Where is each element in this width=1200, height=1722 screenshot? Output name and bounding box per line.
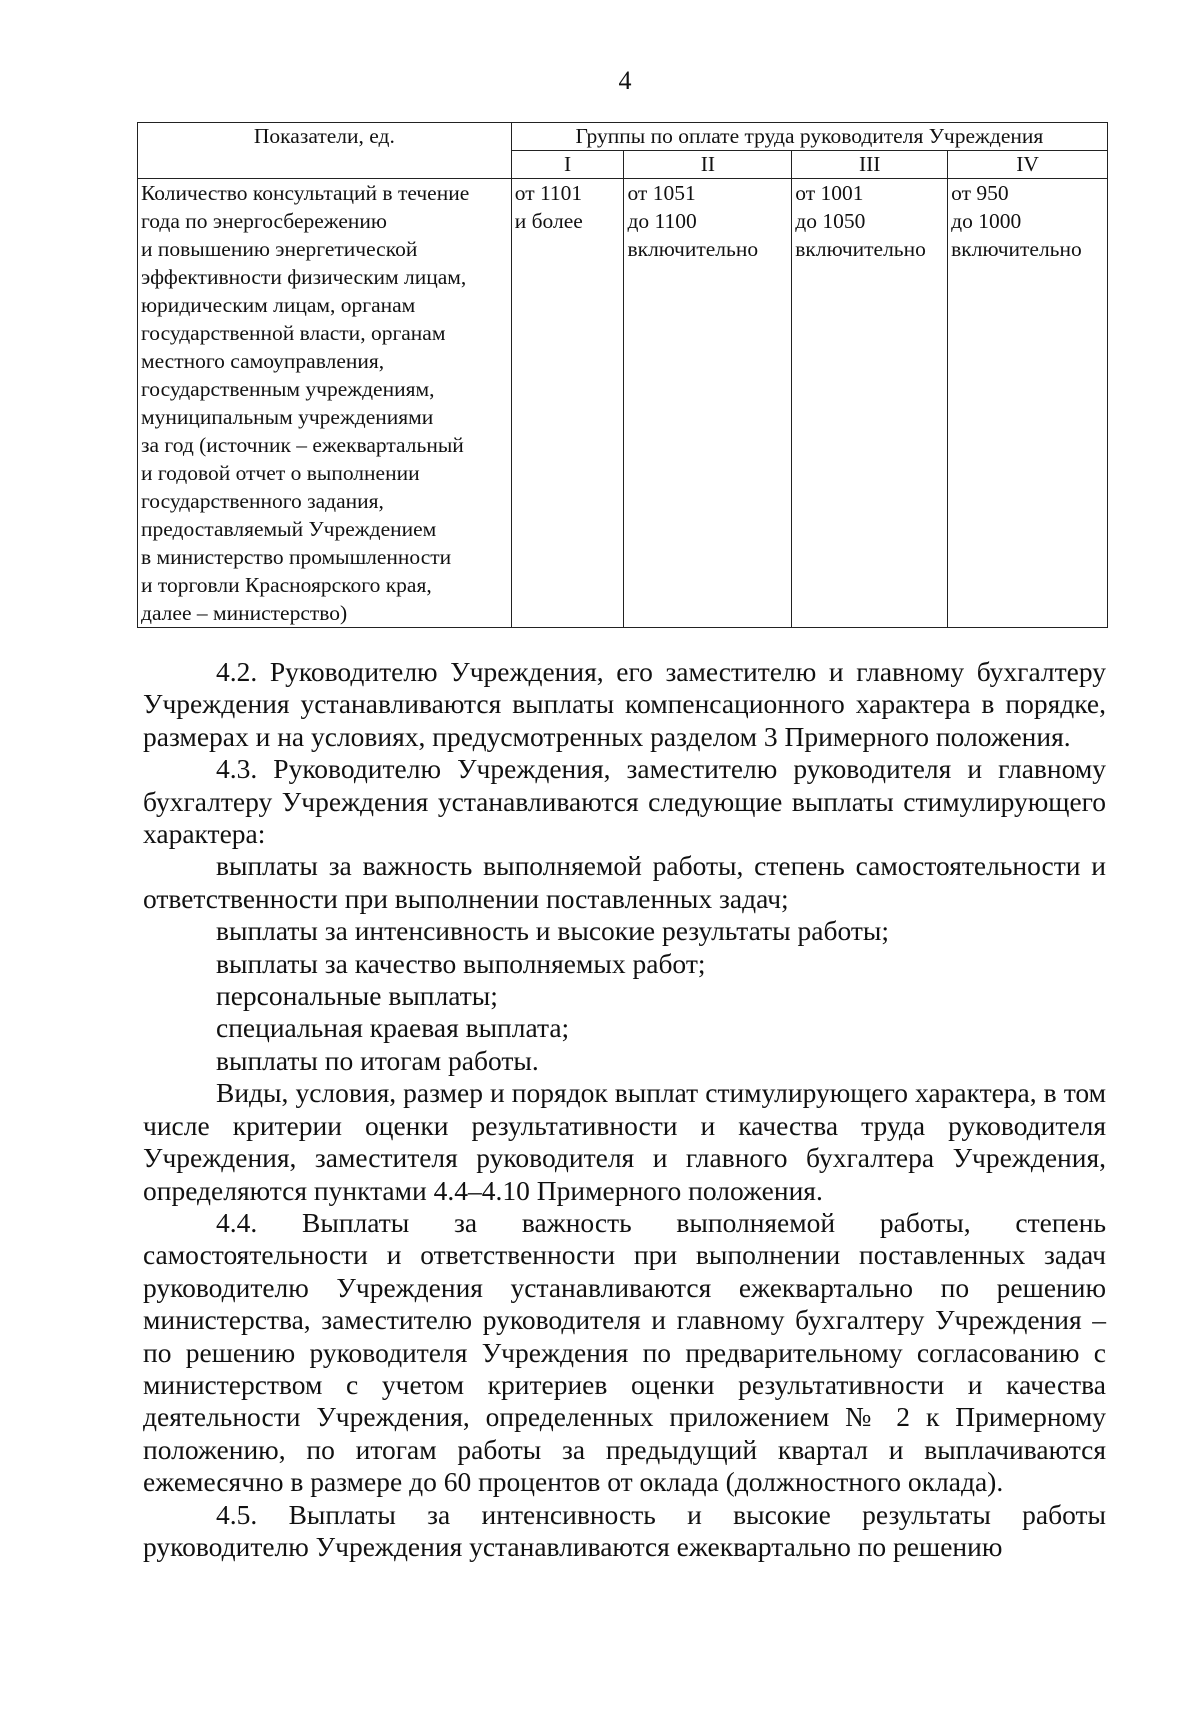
list-item: выплаты по итогам работы.: [216, 1044, 539, 1076]
group-4-value: [948, 179, 1108, 628]
indicator-cell: [138, 179, 512, 628]
group-numeral: III: [792, 151, 948, 179]
document-body: [143, 656, 1106, 1563]
indicator-line: и годовой отчет о выполнении: [141, 461, 420, 485]
value-line: до 1100: [627, 209, 697, 233]
paragraph-4-4: 4.4. Выплаты за важность выполняемой работы, степень самостоятельности и ответственности при выполнении поставленных задач руководителю Учреждения устанавливаются ежеквартально по решению министерства, заместителю руководителя и главному бухгалтеру Учреждения – по решению руководителя Учреждения по предварительному согласованию с министерством с учетом критериев оценки результативности и качества деятельности Учреждения, определенных приложением № 2 к Примерному положению, по итогам работы за предыдущий квартал и выплачиваются ежемесячно в размере до 60 процентов от оклада (должностного оклада).: [143, 1206, 1106, 1498]
indicator-line: и торговли Красноярского края,: [141, 573, 432, 597]
group-numeral: II: [624, 151, 792, 179]
paragraph-4-2: 4.2. Руководителю Учреждения, его заместителю и главному бухгалтеру Учреждения устанавливаются выплаты компенсационного характера в порядке, размерах и на условиях, предусмотренных разделом 3 Примерного положения.: [143, 656, 1106, 752]
indicator-line: юридическим лицам, органам: [141, 293, 416, 317]
indicator-line: и повышению энергетической: [141, 237, 418, 261]
indicator-line: государственным учреждениям,: [141, 377, 435, 401]
indicator-line: муниципальным учреждениями: [141, 405, 434, 429]
value-line: включительно: [951, 237, 1082, 261]
indicator-line: местного самоуправления,: [141, 349, 385, 373]
indicator-line: в министерство промышленности: [141, 545, 452, 569]
value-line: и более: [514, 209, 583, 233]
indicator-line: года по энергосбережению: [141, 209, 387, 233]
table-header-row: [138, 123, 1108, 151]
group-3-value: [792, 179, 948, 628]
group-numeral: I: [511, 151, 624, 179]
paragraph-4-5: 4.5. Выплаты за интенсивность и высокие результаты работы руководителю Учреждения устанавливаются ежеквартально по решению: [143, 1498, 1106, 1562]
value-line: от 950: [951, 181, 1009, 205]
group-numeral: IV: [948, 151, 1108, 179]
header-indicator: Показатели, ед.: [138, 123, 512, 179]
header-groups: Группы по оплате труда руководителя Учреждения: [511, 123, 1107, 151]
list-item: специальная краевая выплата;: [216, 1012, 570, 1044]
paragraph-kinds: Виды, условия, размер и порядок выплат стимулирующего характера, в том числе критерии оценки результативности и качества труда руководителя Учреждения, заместителя руководителя и главного бухгалтера Учреждения, определяются пунктами 4.4–4.10 Примерного положения.: [143, 1077, 1106, 1206]
value-line: включительно: [795, 237, 926, 261]
list-item: персональные выплаты;: [216, 980, 498, 1012]
list-item: выплаты за важность выполняемой работы, степень самостоятельности и ответственности при выполнении поставленных задач;: [143, 850, 1106, 914]
indicator-line: государственного задания,: [141, 489, 384, 513]
indicator-line: далее – министерство): [141, 601, 348, 625]
group-1-value: [511, 179, 624, 628]
pay-groups-table: [137, 122, 1108, 628]
indicator-line: эффективности физическим лицам,: [141, 265, 467, 289]
value-line: от 1001: [795, 181, 864, 205]
value-line: до 1000: [951, 209, 1022, 233]
group-2-value: [624, 179, 792, 628]
indicator-line: государственной власти, органам: [141, 321, 446, 345]
indicator-line: за год (источник – ежеквартальный: [141, 433, 464, 457]
list-item: выплаты за качество выполняемых работ;: [216, 947, 706, 979]
value-line: от 1101: [514, 181, 583, 205]
value-line: включительно: [627, 237, 759, 261]
paragraph-4-3: 4.3. Руководителю Учреждения, заместителю руководителя и главному бухгалтеру Учреждения устанавливаются следующие выплаты стимулирующего характера:: [143, 753, 1106, 850]
value-line: до 1050: [795, 209, 866, 233]
list-item: выплаты за интенсивность и высокие результаты работы;: [216, 915, 889, 947]
table-row: [138, 179, 1108, 628]
page-number: 4: [618, 66, 632, 95]
indicator-line: Количество консультаций в течение: [141, 181, 470, 205]
indicator-line: предоставляемый Учреждением: [141, 517, 437, 541]
value-line: от 1051: [627, 181, 696, 205]
